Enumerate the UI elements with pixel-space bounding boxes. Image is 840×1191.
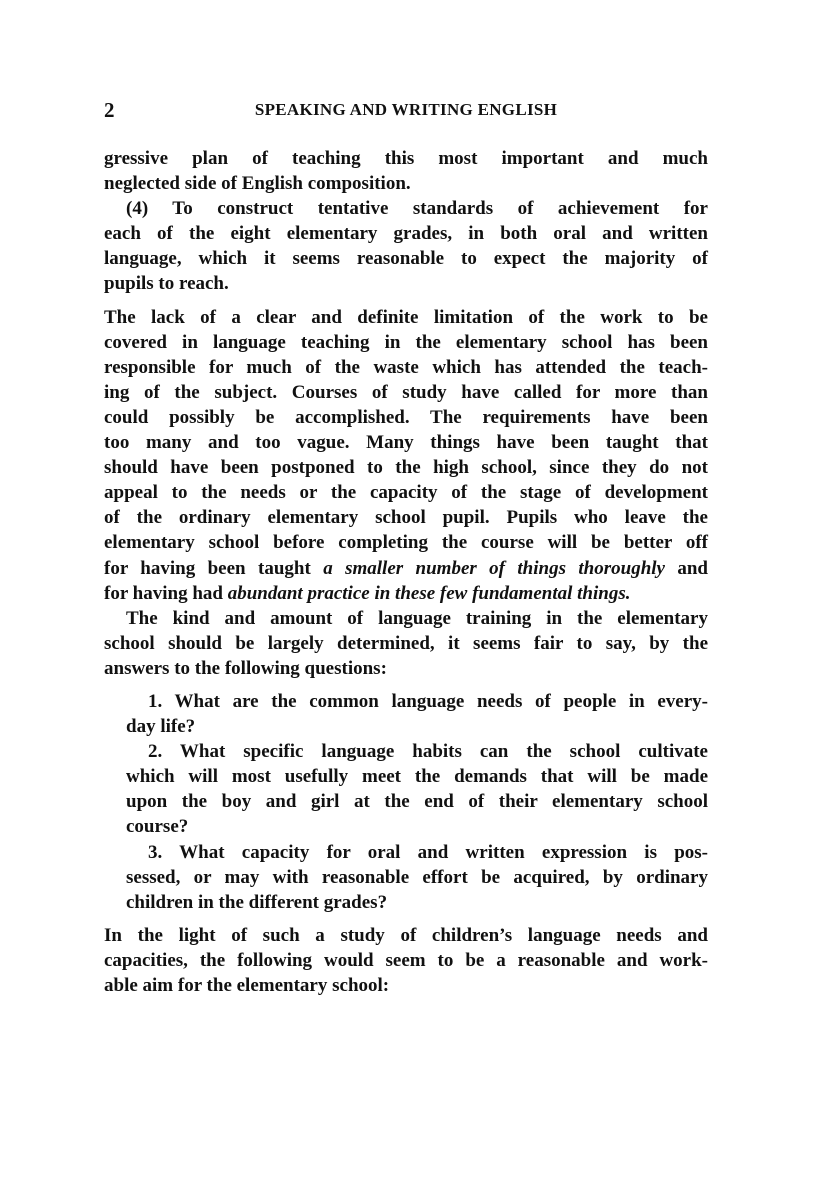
text-line: (4) To construct tentative standards of achievement for [126,198,708,220]
text-run: for having had [104,582,228,604]
text-line: In the light of such a study of children’s language needs and [104,924,708,946]
text-line: covered in language teaching in the elementary school has been [104,331,708,353]
text-line: answers to the following questions: [104,657,387,679]
text-line: responsible for much of the waste which has attended the teach- [104,356,708,378]
text-line: each of the eight elementary grades, in both oral and written [104,223,708,245]
text-line: 3. What capacity for oral and written expression is pos- [148,841,708,863]
paragraph-continuation [104,146,708,196]
text-line: could possibly be accomplished. The requirements have been [104,406,708,428]
text-line: school should be largely determined, it seems fair to say, by the [104,632,708,654]
text-line [104,581,708,606]
question-2 [104,739,708,839]
text-run: and [664,557,708,579]
question-1 [104,689,708,739]
paragraph-kind-and-amount [104,606,708,681]
text-line: course? [126,816,189,838]
text-line: should have been postponed to the high school, since they do not [104,457,708,479]
question-3 [104,840,708,915]
emphasized-text: a smaller number of things thoroughly [323,557,665,579]
text-line [104,556,708,581]
paragraph-lack-of-limitation [104,305,708,606]
text-line: too many and too vague. Many things have been taught that [104,432,708,454]
running-title: SPEAKING AND WRITING ENGLISH [254,100,558,119]
text-line: sessed, or may with reasonable effort be acquired, by ordinary [126,866,708,888]
paragraph-aim-4 [104,196,708,296]
text-line: which will most usefully meet the demands that will be made [126,766,708,788]
text-line: ing of the subject. Courses of study have called for more than [104,381,708,403]
text-line: able aim for the elementary school: [104,975,390,996]
text-line: children in the different grades? [126,891,388,913]
text-line: The kind and amount of language training in the elementary [126,607,708,629]
text-line: The lack of a clear and definite limitation of the work to be [104,306,708,328]
paragraph-reasonable-aim [104,923,708,998]
text-line: neglected side of English composition. [104,173,411,195]
body-text [104,146,708,998]
text-line: of the ordinary elementary school pupil. Pupils who leave the [104,507,708,529]
page-header [104,98,708,128]
page-number: 2 [104,98,115,122]
text-line: 1. What are the common language needs of people in every- [148,690,708,712]
text-line: gressive plan of teaching this most important and much [104,148,708,169]
text-line: appeal to the needs or the capacity of the stage of development [104,482,708,504]
emphasized-text: abundant practice in these few fundamental things. [227,582,631,604]
text-line: 2. What specific language habits can the school cultivate [148,741,708,763]
text-line: pupils to reach. [104,273,229,295]
text-line: language, which it seems reasonable to expect the majority of [104,248,708,270]
text-line: upon the boy and girl at the end of their elementary school [126,791,708,813]
text-run: for having been taught [104,557,324,579]
text-line: elementary school before completing the course will be better off [104,532,708,554]
text-line: day life? [126,716,196,738]
text-line: capacities, the following would seem to be a reasonable and work- [104,949,708,971]
